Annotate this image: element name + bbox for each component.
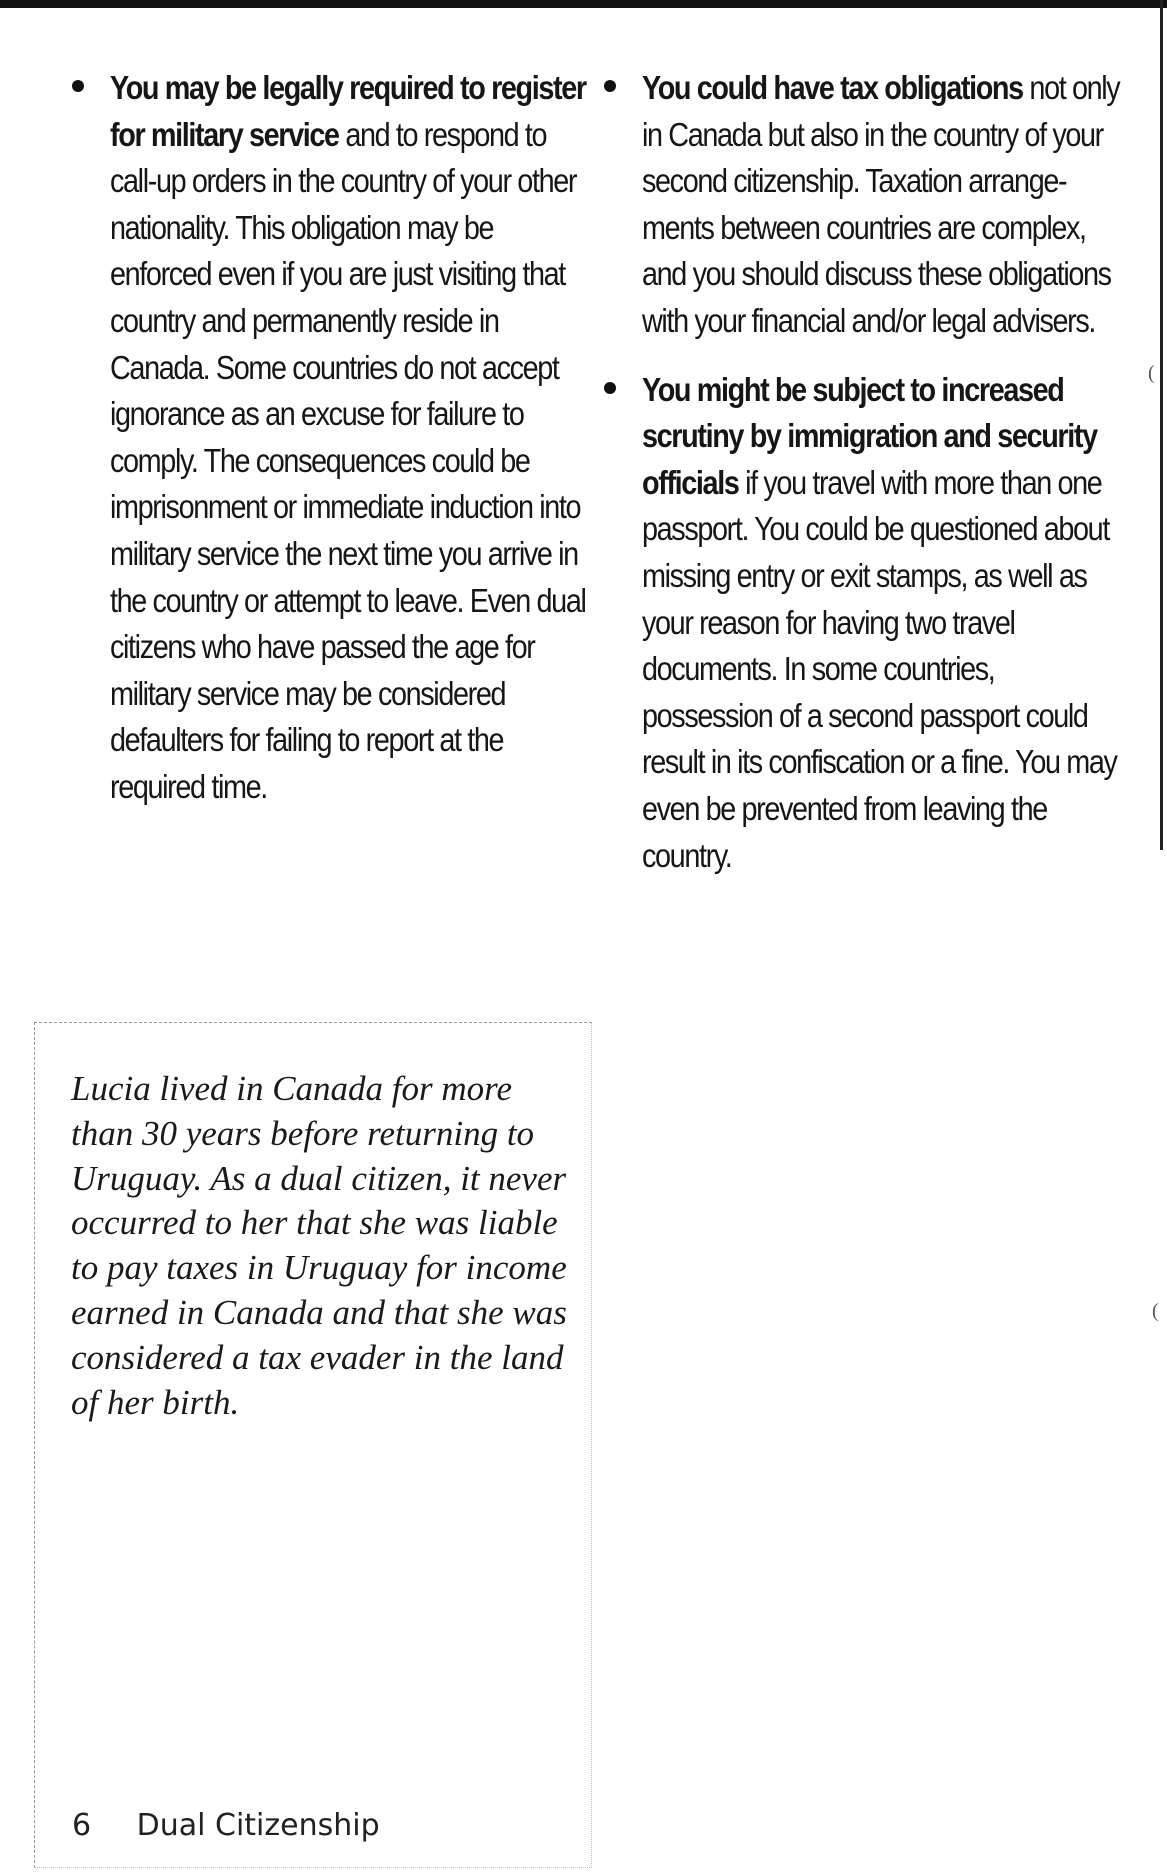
bullet-military-service bbox=[72, 66, 586, 812]
bullet-increased-scrutiny-bold: You might be subject to increased scrutiny by immigration and security officials bbox=[642, 371, 1097, 502]
page-right-edge bbox=[1160, 0, 1163, 850]
bullet-increased-scrutiny-text bbox=[642, 368, 1124, 881]
left-column bbox=[72, 66, 586, 834]
case-study-box bbox=[34, 1022, 592, 1868]
bullet-increased-scrutiny-body: if you travel with more than one passport. You could be questioned about missing entry or exit stamps, as well as your reason for having two travel documents. In some countries, possession of a second passport could result in its confiscation or a fine. You may even be prevented from leaving the country. bbox=[642, 464, 1117, 875]
bullet-dot-icon bbox=[72, 80, 84, 92]
bullet-tax-obligations-text bbox=[642, 66, 1124, 346]
page-footer bbox=[72, 1808, 380, 1843]
footer-title: Dual Citizenship bbox=[136, 1808, 380, 1843]
bullet-dot-icon bbox=[604, 80, 616, 92]
page-number: 6 bbox=[72, 1808, 92, 1843]
bullet-military-service-text bbox=[110, 66, 592, 812]
bullet-tax-obligations bbox=[604, 66, 1120, 346]
case-study-text: Lucia lived in Canada for more than 30 years before returning to Uruguay. As a dual citizen, it never occurred to her that she was liable to pay taxes in Uruguay for income earned in Canada and that she was considered a tax evader in the land of her birth. bbox=[71, 1069, 567, 1422]
bullet-increased-scrutiny bbox=[604, 368, 1117, 881]
margin-scan-mark: ( bbox=[1152, 1300, 1159, 1322]
page-top-border bbox=[0, 0, 1167, 8]
bullet-tax-obligations-bold: You could have tax obligations bbox=[642, 70, 1023, 107]
bullet-military-service-bold: You may be legally required to register for military service bbox=[110, 70, 586, 154]
right-column bbox=[604, 66, 1120, 902]
bullet-dot-icon bbox=[604, 382, 616, 394]
margin-scan-mark: ( bbox=[1148, 362, 1155, 384]
bullet-military-service-body: and to respond to call-up orders in the country of your other nationality. This obligation may be enforced even if you are just visiting that country and permanently reside in Canada. Some countries do not accept ignorance as an excuse for failure to comply. The consequences could be imprisonment or immediate induction into military service the next time you arrive in the country or attempt to leave. Even dual citizens who have passed the age for military service may be considered defaulters for failing to report at the required time. bbox=[110, 116, 586, 806]
bullet-tax-obligations-body: not only in Canada but also in the country of your second citizenship. Taxation arrange-ments between countries are complex, and you should discuss these obligations with your financial and/or legal advisers. bbox=[642, 70, 1120, 340]
